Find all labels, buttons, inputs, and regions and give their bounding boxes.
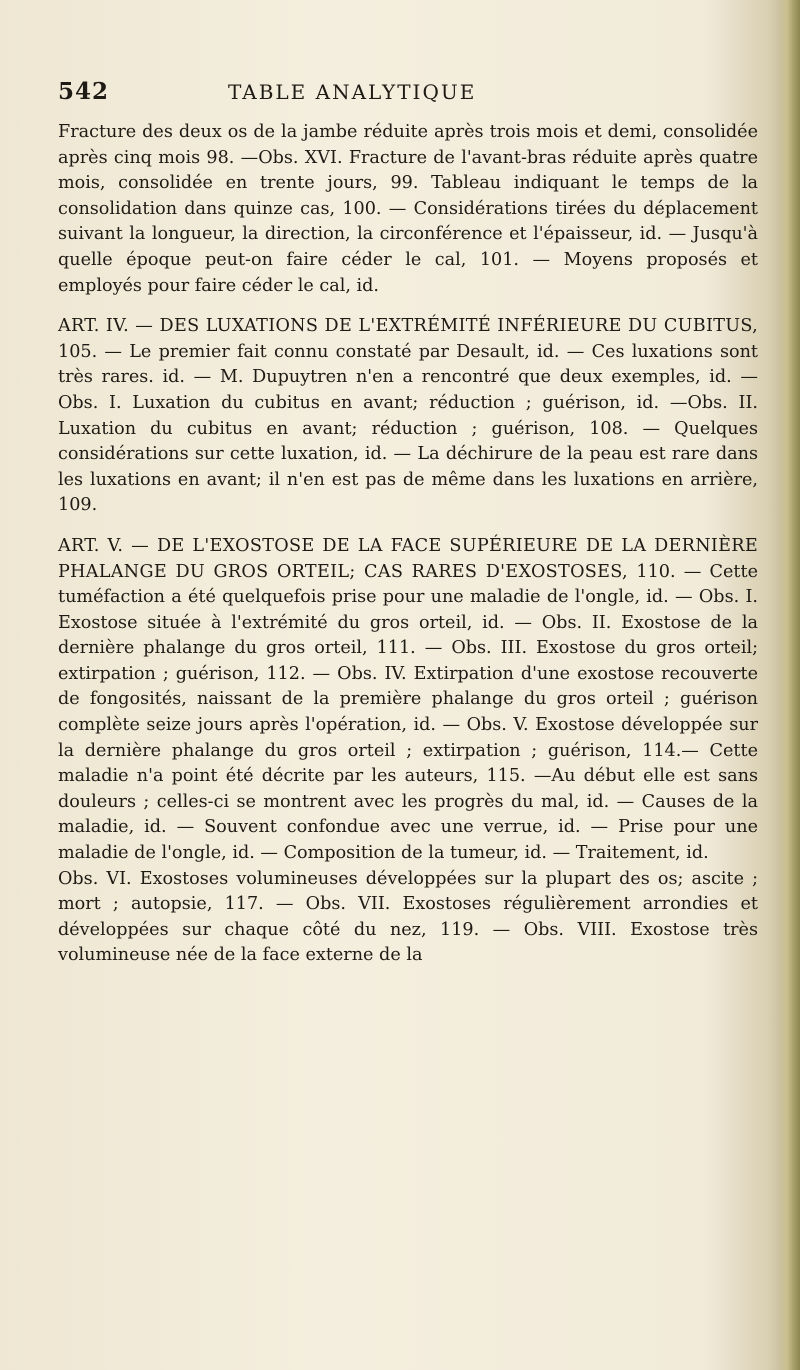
entry-text: 110. — Cette tuméfaction a été quelquefois prise pour une maladie de l'ongle, id. — Obs. I. Exostose située à l'extrémité du gros orteil, id. — Obs. II. Exostose de la dernière phalange du gros orteil, 111. — Obs. III. Exostose du gros orteil; extirpation ; guérison, 112. — Obs. IV. Extirpation d'une exostose recouverte de fongosités, naissant de la première phalange du gros orteil ; guérison complète seize jours après l'opération, id. — Obs. V. Exostose développée sur la dernière phalange du gros orteil ; extirpation ; guérison, 114.— Cette maladie n'a point été décrite par les auteurs, 115. —Au début elle est sans douleurs ; celles-ci se montrent avec les progrès du mal, id. — Causes de la maladie, id. — Souvent confondue avec une verrue, id. — Prise pour une maladie de l'ongle, id. — Composition de la tumeur, id. — Traitement, id. bbox=[58, 561, 758, 864]
index-entry-article-iv bbox=[58, 314, 758, 519]
index-entry bbox=[58, 867, 758, 969]
page-header bbox=[58, 78, 758, 108]
page-edge bbox=[778, 0, 800, 1370]
entry-text: 105. — Le premier fait connu constaté par Desault, id. — Ces luxations sont très rares. id. — M. Dupuytren n'en a rencontré que deux exemples, id. — Obs. I. Luxation du cubitus en avant; réduction ; guérison, id. —Obs. II. Luxation du cubitus en avant; réduction ; guérison, 108. — Quelques considérations sur cette luxation, id. — La déchirure de la peau est rare dans les luxations en avant; il n'en est pas de même dans les luxations en arrière, 109. bbox=[58, 341, 758, 516]
index-entry-article-v bbox=[58, 534, 758, 867]
running-title: TABLE ANALYTIQUE bbox=[228, 80, 477, 104]
index-entry bbox=[58, 120, 758, 299]
index-text bbox=[58, 120, 758, 969]
entry-text: Fracture des deux os de la jambe réduite après trois mois et demi, consolidée après cinq mois 98. —Obs. XVI. Fracture de l'avant-bras réduite après quatre mois, consolidée en trente jours, 99. Tableau indiquant le temps de la consolidation dans quinze cas, 100. — Considérations tirées du déplacement suivant la longueur, la direction, la circonférence et l'épaisseur, id. — Jusqu'à quelle époque peut-on faire céder le cal, 101. — Moyens proposés et employés pour faire céder le cal, id. bbox=[58, 122, 758, 296]
page-number: 542 bbox=[58, 78, 110, 105]
article-heading: ART. IV. — DES LUXATIONS DE L'EXTRÉMITÉ INFÉRIEURE DU CUBITUS, bbox=[58, 316, 758, 337]
article-heading: ART. V. — DE L'EXOSTOSE DE LA FACE SUPÉRIEURE DE LA DERNIÈRE PHALANGE DU GROS ORTEIL; CAS RARES D'EXOSTOSES, bbox=[58, 535, 758, 582]
entry-text: Obs. VI. Exostoses volumineuses développées sur la plupart des os; ascite ; mort ; autopsie, 117. — Obs. VII. Exostoses régulièrement arrondies et développées sur chaque côté du nez, 119. — Obs. VIII. Exostose très volumineuse née de la face externe de la bbox=[58, 868, 758, 966]
